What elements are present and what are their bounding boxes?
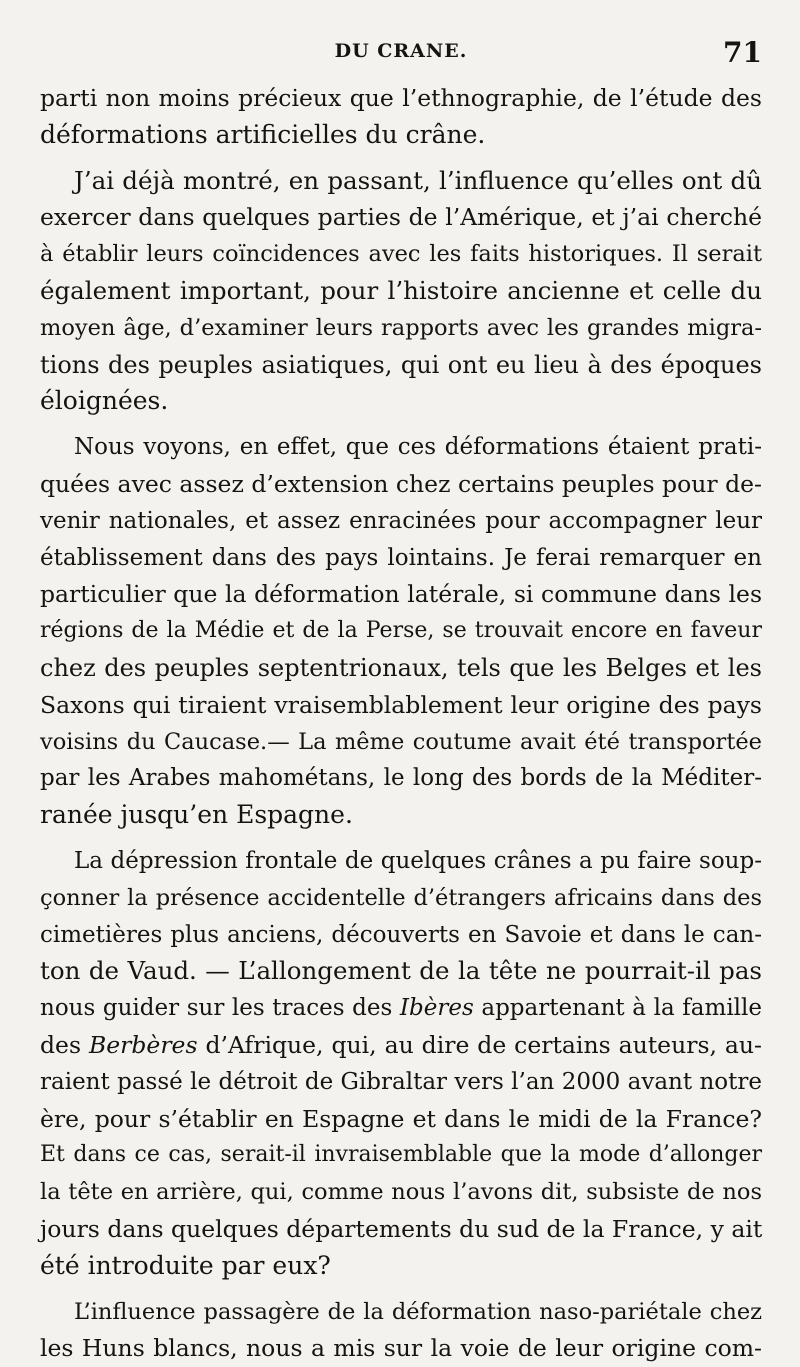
text-line: ton de Vaud. — L’allongement de la tête ne pourrait-il pas xyxy=(40,953,762,990)
text-line: Nous voyons, en effet, que ces déformations étaient prati- xyxy=(40,429,762,466)
text-line: La dépression frontale de quelques crânes a pu faire soup- xyxy=(40,843,762,880)
text-line: çonner la présence accidentelle d’étrangers africains dans des xyxy=(40,880,762,917)
paragraph xyxy=(40,1294,762,1367)
text-line: Et dans ce cas, serait-il invraisemblable que la mode d’allonger xyxy=(40,1137,762,1174)
running-title: DU CRANE. xyxy=(40,40,762,62)
text-line: à établir leurs coïncidences avec les faits historiques. Il serait xyxy=(40,236,762,273)
text-line: raient passé le détroit de Gibraltar vers l’an 2000 avant notre xyxy=(40,1064,762,1101)
text-line xyxy=(40,990,762,1027)
text-run: des xyxy=(40,1031,89,1059)
text-line: moyen âge, d’examiner leurs rapports avec les grandes migra- xyxy=(40,310,762,347)
italic-term-iberes: Ibères xyxy=(400,995,474,1021)
text-line: Saxons qui tiraient vraisemblablement leur origine des pays xyxy=(40,687,762,724)
text-line: ère, pour s’établir en Espagne et dans le midi de la France? xyxy=(40,1101,762,1138)
text-line: quées avec assez d’extension chez certains peuples pour de- xyxy=(40,466,762,503)
text-line: également important, pour l’histoire ancienne et celle du xyxy=(40,273,762,310)
text-line: jours dans quelques départements du sud de la France, y ait xyxy=(40,1211,762,1248)
text-line: établissement dans des pays lointains. Je ferai remarquer en xyxy=(40,540,762,577)
text-line: ranée jusqu’en Espagne. xyxy=(40,797,762,834)
text-line: venir nationales, et assez enracinées pour accompagner leur xyxy=(40,503,762,540)
text-run: appartenant à la famille xyxy=(474,995,762,1021)
text-line: exercer dans quelques parties de l’Amérique, et j’ai cherché xyxy=(40,199,762,236)
body-text xyxy=(40,80,762,1367)
text-line: parti non moins précieux que l’ethnographie, de l’étude des xyxy=(40,80,762,117)
text-line xyxy=(40,1027,762,1064)
text-line: régions de la Médie et de la Perse, se trouvait encore en faveur xyxy=(40,613,762,650)
text-line: particulier que la déformation latérale, si commune dans les xyxy=(40,576,762,613)
paragraph xyxy=(40,429,762,834)
page-number: 71 xyxy=(723,36,762,69)
text-line: voisins du Caucase.— La même coutume avait été transportée xyxy=(40,724,762,761)
text-run: nous guider sur les traces des xyxy=(40,995,400,1021)
paragraph xyxy=(40,163,762,421)
paragraph xyxy=(40,80,762,154)
text-line: déformations artificielles du crâne. xyxy=(40,117,762,154)
text-run: d’Afrique, qui, au dire de certains auteurs, au- xyxy=(198,1031,762,1059)
text-line: été introduite par eux? xyxy=(40,1248,762,1285)
text-line: tions des peuples asiatiques, qui ont eu lieu à des époques xyxy=(40,347,762,384)
text-line: les Huns blancs, nous a mis sur la voie de leur origine com- xyxy=(40,1330,762,1367)
text-line: par les Arabes mahométans, le long des bords de la Méditer- xyxy=(40,760,762,797)
text-line: J’ai déjà montré, en passant, l’influence qu’elles ont dû xyxy=(40,163,762,200)
running-head xyxy=(40,32,762,72)
paragraph xyxy=(40,843,762,1285)
text-line: la tête en arrière, qui, comme nous l’avons dit, subsiste de nos xyxy=(40,1174,762,1211)
text-line: L’influence passagère de la déformation naso-pariétale chez xyxy=(40,1294,762,1331)
text-line: cimetières plus anciens, découverts en Savoie et dans le can- xyxy=(40,917,762,954)
text-line: chez des peuples septentrionaux, tels que les Belges et les xyxy=(40,650,762,687)
text-line: éloignées. xyxy=(40,383,762,420)
italic-term-berberes: Berbères xyxy=(89,1031,198,1059)
